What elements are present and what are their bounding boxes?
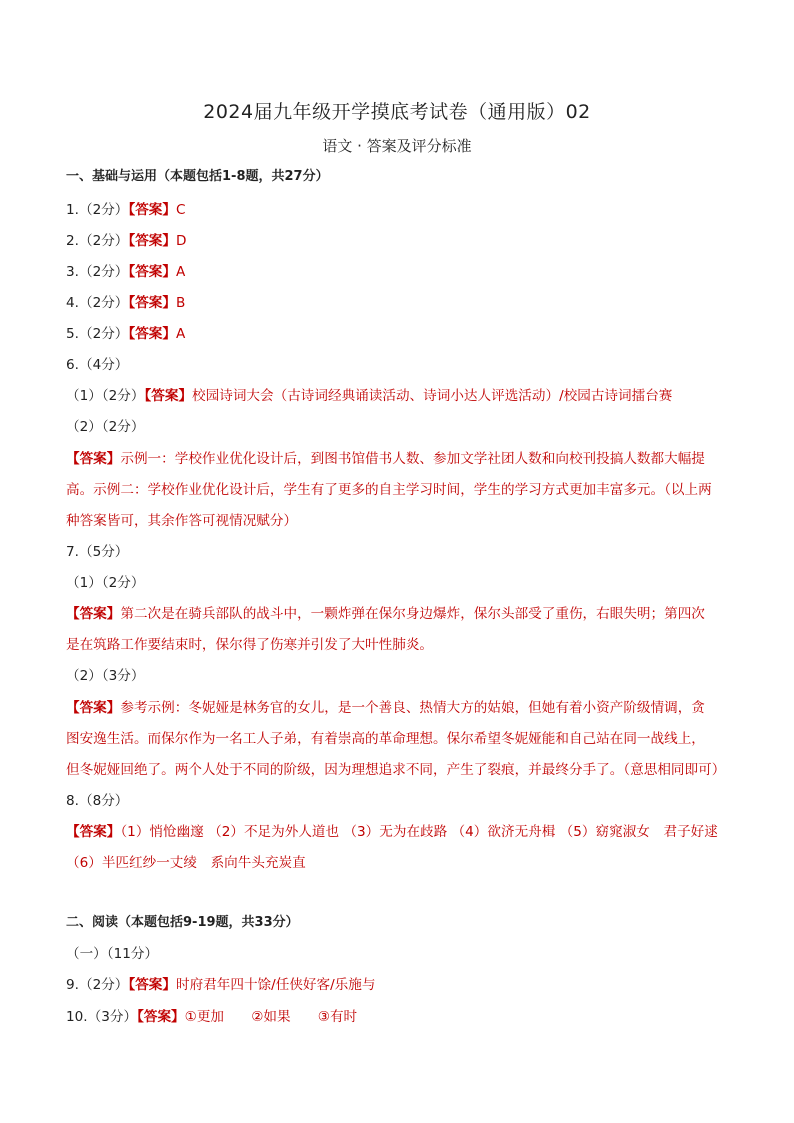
q6-part2-head: （2）（2分） xyxy=(66,419,145,435)
answer-tag: 【答案】 xyxy=(66,824,121,840)
q5-prefix: 5.（2分） xyxy=(66,326,129,342)
q9-answer xyxy=(66,975,736,995)
q10-value: ①更加 ②如果 ③有时 xyxy=(184,1009,358,1025)
q1-prefix: 1.（2分） xyxy=(66,202,129,218)
q10-answer xyxy=(66,1007,736,1027)
answer-tag: 【答案】 xyxy=(128,295,176,311)
q6-head: 6.（4分） xyxy=(66,357,129,373)
answer-tag: 【答案】 xyxy=(128,264,176,280)
q8-text-1: （1）悄怆幽邃 （2）不足为外人道也 （3）无为在歧路 （4）欲济无舟楫 （5）窈窕淑女 君子好逑 xyxy=(120,824,718,840)
q7-part1-line2: 是在筑路工作要结束时，保尔得了伤寒并引发了大叶性肺炎。 xyxy=(66,637,434,653)
q7-part2-line2: 图安逸生活。而保尔作为一名工人子弟，有着崇高的革命理想。保尔希望冬妮娅能和自己站在同一战线上， xyxy=(66,731,705,747)
q7-part2-head: （2）（3分） xyxy=(66,668,145,684)
q2-prefix: 2.（2分） xyxy=(66,233,129,249)
q6-part1 xyxy=(66,386,736,406)
q2-value: D xyxy=(175,233,187,249)
answer-tag: 【答案】 xyxy=(137,1009,185,1025)
q3-answer xyxy=(66,262,736,282)
q6-part2-line2: 高。示例二：学校作业优化设计后，学生有了更多的自主学习时间，学生的学习方式更加丰富多元。（以上两 xyxy=(66,482,712,498)
section-2-part1: （一）（11分） xyxy=(66,946,159,962)
q1-value: C xyxy=(175,202,186,218)
q6-part2-line1 xyxy=(66,449,736,469)
q6-part1-text: 校园诗词大会（古诗词经典诵读活动、诗词小达人评选活动）/校园古诗词擂台赛 xyxy=(192,388,673,404)
answer-tag: 【答案】 xyxy=(128,233,176,249)
q3-prefix: 3.（2分） xyxy=(66,264,129,280)
q7-part2-line3: 但冬妮娅回绝了。两个人处于不同的阶级，因为理想追求不同，产生了裂痕，并最终分手了。（意思相同即可） xyxy=(66,762,726,778)
q5-answer xyxy=(66,324,736,344)
q2-answer xyxy=(66,231,736,251)
q3-value: A xyxy=(175,264,186,280)
q4-value: B xyxy=(175,295,186,311)
answer-tag: 【答案】 xyxy=(128,977,176,993)
page-subtitle: 语文 · 答案及评分标准 xyxy=(322,137,472,155)
section-1-heading: 一、基础与运用（本题包括1-8题，共27分） xyxy=(66,169,329,184)
q6-part2-text-1: 示例一：学校作业优化设计后，到图书馆借书人数、参加文学社团人数和向校刊投搞人数都大幅提 xyxy=(120,451,705,467)
q7-part2-text-1: 参考示例：冬妮娅是林务官的女儿，是一个善良、热情大方的姑娘，但她有着小资产阶级情调，贪 xyxy=(120,700,705,716)
answer-tag: 【答案】 xyxy=(66,700,121,716)
q4-answer xyxy=(66,293,736,313)
q9-value: 时府君年四十馀/任侠好客/乐施与 xyxy=(175,977,376,993)
answer-tag: 【答案】 xyxy=(128,326,176,342)
q8-line2: （6）半匹红纱一丈绫 系向牛头充炭直 xyxy=(66,855,306,871)
q6-part2-line3: 种答案皆可，其余作答可视情况赋分） xyxy=(66,513,298,529)
answer-tag: 【答案】 xyxy=(144,388,193,404)
q10-prefix: 10.（3分） xyxy=(66,1009,138,1025)
section-2-heading: 二、阅读（本题包括9-19题，共33分） xyxy=(66,915,299,930)
q7-part1-line1 xyxy=(66,604,736,624)
q1-answer xyxy=(66,200,736,220)
q7-head: 7.（5分） xyxy=(66,544,129,560)
q9-prefix: 9.（2分） xyxy=(66,977,129,993)
answer-tag: 【答案】 xyxy=(66,451,121,467)
page-title: 2024届九年级开学摸底考试卷（通用版）02 xyxy=(203,101,591,123)
q5-value: A xyxy=(175,326,186,342)
q7-part2-line1 xyxy=(66,698,736,718)
answer-tag: 【答案】 xyxy=(66,606,121,622)
q7-part1-text-1: 第二次是在骑兵部队的战斗中，一颗炸弹在保尔身边爆炸，保尔头部受了重伤，右眼失明；第四次 xyxy=(120,606,705,622)
q7-part1-head: （1）（2分） xyxy=(66,575,145,591)
answer-tag: 【答案】 xyxy=(128,202,176,218)
q4-prefix: 4.（2分） xyxy=(66,295,129,311)
q6-part1-prefix: （1）（2分） xyxy=(66,388,145,404)
q8-head: 8.（8分） xyxy=(66,793,129,809)
q8-line1 xyxy=(66,822,736,842)
